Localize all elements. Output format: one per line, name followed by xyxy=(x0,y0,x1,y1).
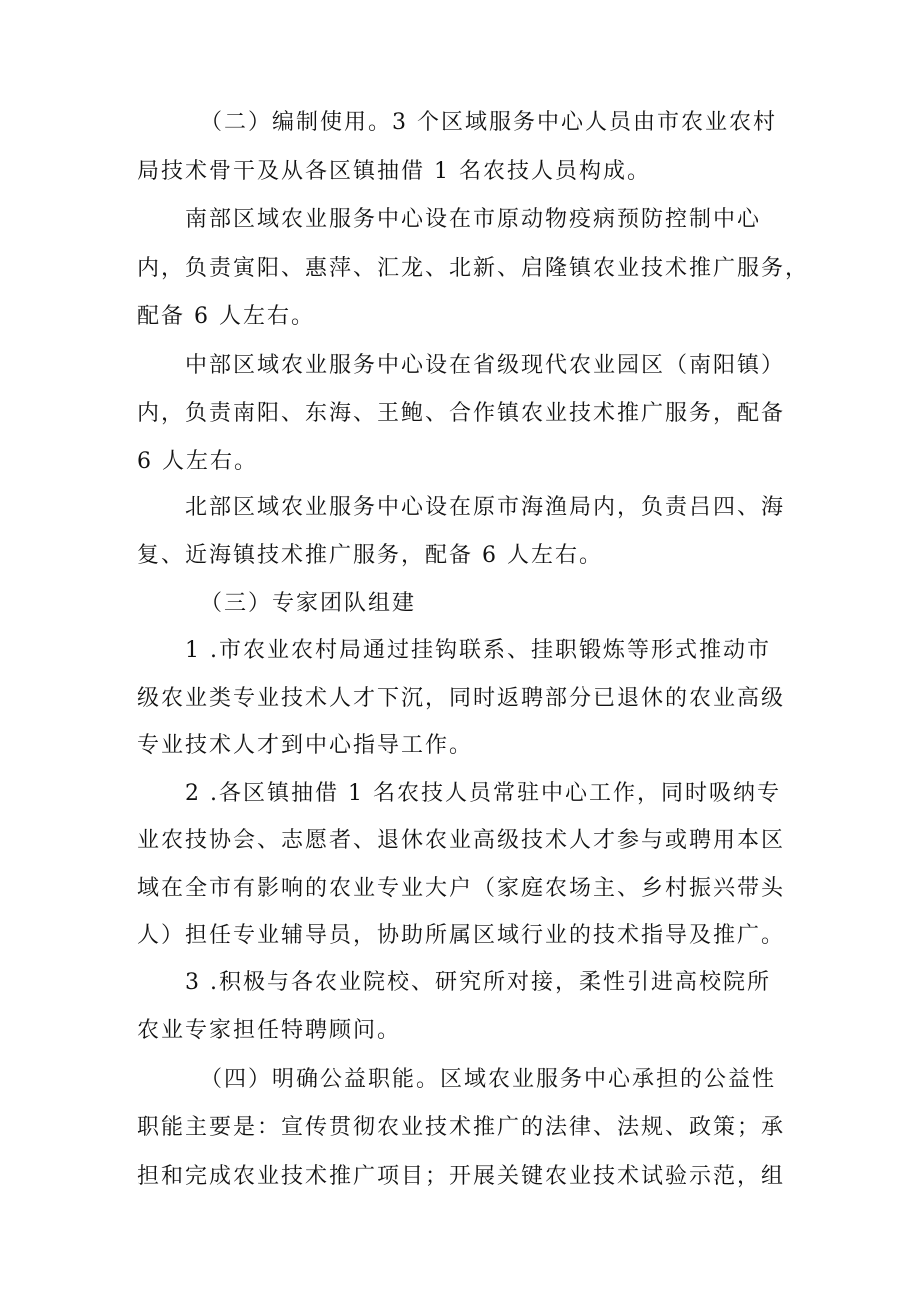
paragraph-line: 专业技术人才到中心指导工作。 xyxy=(137,733,474,758)
paragraph-line: 农业专家担任特聘顾问。 xyxy=(137,1018,402,1043)
paragraph-line: 配备 6 人左右。 xyxy=(137,304,315,329)
paragraph-line: 中部区域农业服务中心设在省级现代农业园区（南阳镇） xyxy=(185,353,786,378)
paragraph-line: 6 人左右。 xyxy=(137,449,258,474)
paragraph-line: 局技术骨干及从各区镇抽借 1 名农技人员构成。 xyxy=(137,159,651,184)
paragraph-line: 北部区域农业服务中心设在原市海渔局内，负责吕四、海 xyxy=(185,495,786,520)
heading-expert-team: （三）专家团队组建 xyxy=(200,591,417,616)
heading-staffing: （二）编制使用。3 个区域服务中心人员由市农业农村 xyxy=(200,110,777,135)
paragraph-line: 南部区域农业服务中心设在市原动物疫病预防控制中心 xyxy=(185,207,762,232)
paragraph-line: 人）担任专业辅导员，协助所属区域行业的技术指导及推广。 xyxy=(137,923,786,948)
heading-public-duties: （四）明确公益职能。区域农业服务中心承担的公益性 xyxy=(200,1067,777,1092)
list-item-2: 2 .各区镇抽借 1 名农技人员常驻中心工作，同时吸纳专 xyxy=(185,781,781,806)
paragraph-line: 内，负责南阳、东海、王鲍、合作镇农业技术推广服务，配备 xyxy=(137,401,786,426)
paragraph-line: 级农业类专业技术人才下沉，同时返聘部分已退休的农业高级 xyxy=(137,686,786,711)
paragraph-line: 复、近海镇技术推广服务，配备 6 人左右。 xyxy=(137,543,603,568)
list-item-1: 1 .市农业农村局通过挂钩联系、挂职锻炼等形式推动市 xyxy=(185,638,771,663)
paragraph-line: 担和完成农业技术推广项目；开展关键农业技术试验示范，组 xyxy=(137,1164,786,1189)
paragraph-line: 业农技协会、志愿者、退休农业高级技术人才参与或聘用本区 xyxy=(137,828,786,853)
paragraph-line: 内，负责寅阳、惠萍、汇龙、北新、启隆镇农业技术推广服务， xyxy=(137,256,810,281)
list-item-3: 3 .积极与各农业院校、研究所对接，柔性引进高校院所 xyxy=(185,970,771,995)
paragraph-line: 职能主要是：宣传贯彻农业技术推广的法律、法规、政策；承 xyxy=(137,1115,786,1140)
paragraph-line: 域在全市有影响的农业专业大户（家庭农场主、乡村振兴带头 xyxy=(137,876,786,901)
